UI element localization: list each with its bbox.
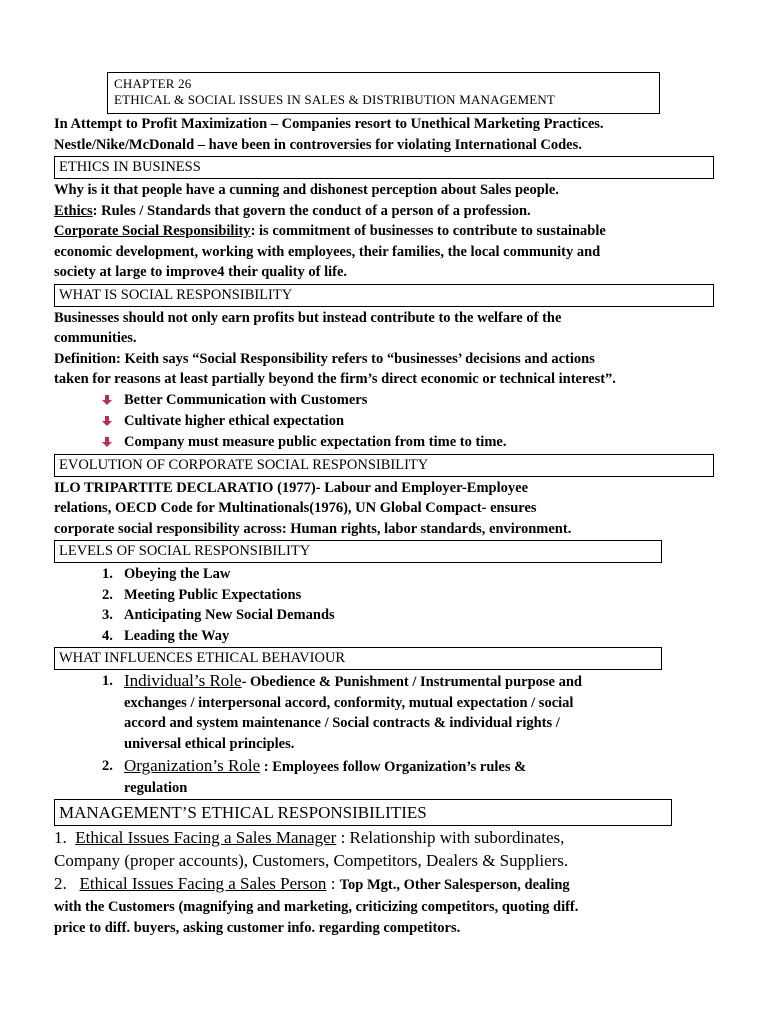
csr-definition-2: economic development, working with employees, their families, the local community and	[54, 243, 601, 260]
heading-evolution-csr: EVOLUTION OF CORPORATE SOCIAL RESPONSIBILITY	[54, 454, 714, 477]
list-item: 1. Obeying the Law	[102, 566, 231, 582]
sr-bullet-list	[54, 390, 714, 453]
mgmt-para-1-line-1: 1. Ethical Issues Facing a Sales Manager : Relationship with subordinates,	[54, 828, 565, 847]
intro-line-1: In Attempt to Profit Maximization – Companies resort to Unethical Marketing Practices.	[54, 116, 604, 132]
csr-definition-3: society at large to improve4 their quality of life.	[54, 264, 348, 280]
heading-management-responsibilities: MANAGEMENT’S ETHICAL RESPONSIBILITIES	[54, 799, 672, 826]
organization-role-term: Organization’s Role	[124, 756, 261, 775]
levels-list	[54, 564, 714, 646]
arrow-down-bullet-icon	[102, 437, 112, 447]
individual-role-term: Individual’s Role	[124, 671, 242, 690]
mgmt-para-2-line-2: with the Customers (magnifying and marketing, criticizing competitors, quoting diff.	[54, 899, 579, 915]
list-item: 1. Individual’s Role- Obedience & Punishment / Instrumental purpose and exchanges / interpersonal accord, conformity, mutual expectation / social accord and system maintenance / Social contracts & individual rights / universal ethical principles.	[102, 671, 582, 752]
list-item: 4. Leading the Way	[102, 627, 230, 644]
sr-bullet-3: Company must measure public expectation from time to time.	[124, 433, 507, 450]
intro-line-2: Nestle/Nike/McDonald – have been in controversies for violating International Codes.	[54, 136, 582, 153]
csr-term: Corporate Social Responsibility	[54, 223, 251, 239]
evolution-line-3: corporate social responsibility across: Human rights, labor standards, environment.	[54, 520, 572, 537]
csr-definition-1	[54, 221, 714, 242]
heading-levels-sr: LEVELS OF SOCIAL RESPONSIBILITY	[54, 540, 662, 563]
list-item: 2. Meeting Public Expectations	[102, 586, 302, 603]
list-item	[54, 432, 714, 453]
heading-ethics-in-business: ETHICS IN BUSINESS	[54, 156, 714, 179]
ethics-definition	[54, 201, 714, 222]
mgmt-para-1-line-2: Company (proper accounts), Customers, Competitors, Dealers & Suppliers.	[54, 851, 569, 870]
list-item	[54, 390, 714, 411]
list-item: 2. Organization’s Role : Employees follow Organization’s rules & regulation	[102, 756, 527, 796]
ethics-perception-line: Why is it that people have a cunning and dishonest perception about Sales people.	[54, 182, 559, 198]
heading-influences: WHAT INFLUENCES ETHICAL BEHAVIOUR	[54, 647, 662, 670]
sr-para-1-line-2: communities.	[54, 330, 137, 346]
sales-person-term: Ethical Issues Facing a Sales Person	[79, 874, 327, 893]
sales-manager-term: Ethical Issues Facing a Sales Manager	[75, 828, 337, 847]
arrow-down-bullet-icon	[102, 395, 112, 405]
heading-social-responsibility: WHAT IS SOCIAL RESPONSIBILITY	[54, 284, 714, 307]
ethics-term: Ethics	[54, 202, 93, 219]
ethics-def-text: : Rules / Standards that govern the conduct of a person of a profession.	[92, 202, 531, 219]
chapter-number: CHAPTER 26	[114, 76, 192, 91]
influences-list	[54, 671, 714, 798]
chapter-title: ETHICAL & SOCIAL ISSUES IN SALES & DISTRIBUTION MANAGEMENT	[114, 92, 556, 107]
sr-para-1-line-1: Businesses should not only earn profits but instead contribute to the welfare of the	[54, 309, 562, 326]
sr-bullet-2: Cultivate higher ethical expectation	[124, 412, 345, 429]
sr-definition-line-1: Definition: Keith says “Social Responsibility refers to “businesses’ decisions and actions	[54, 350, 595, 367]
arrow-down-bullet-icon	[102, 416, 112, 426]
sr-bullet-1: Better Communication with Customers	[124, 391, 368, 408]
list-item: 3. Anticipating New Social Demands	[102, 607, 335, 623]
mgmt-para-2-line-1: 2. Ethical Issues Facing a Sales Person : Top Mgt., Other Salesperson, dealing	[54, 874, 570, 893]
document-page	[54, 72, 714, 938]
chapter-header-box	[107, 72, 660, 114]
mgmt-para-2-line-3: price to diff. buyers, asking customer info. regarding competitors.	[54, 919, 461, 936]
evolution-line-1: ILO TRIPARTITE DECLARATIO (1977)- Labour and Employer-Employee	[54, 479, 529, 496]
csr-def-text-1: : is commitment of businesses to contribute to sustainable	[250, 223, 606, 239]
evolution-line-2: relations, OECD Code for Multinationals(1976), UN Global Compact- ensures	[54, 500, 537, 516]
list-item	[54, 411, 714, 432]
sr-definition-line-2: taken for reasons at least partially beyond the firm’s direct economic or technical interest”.	[54, 371, 616, 387]
